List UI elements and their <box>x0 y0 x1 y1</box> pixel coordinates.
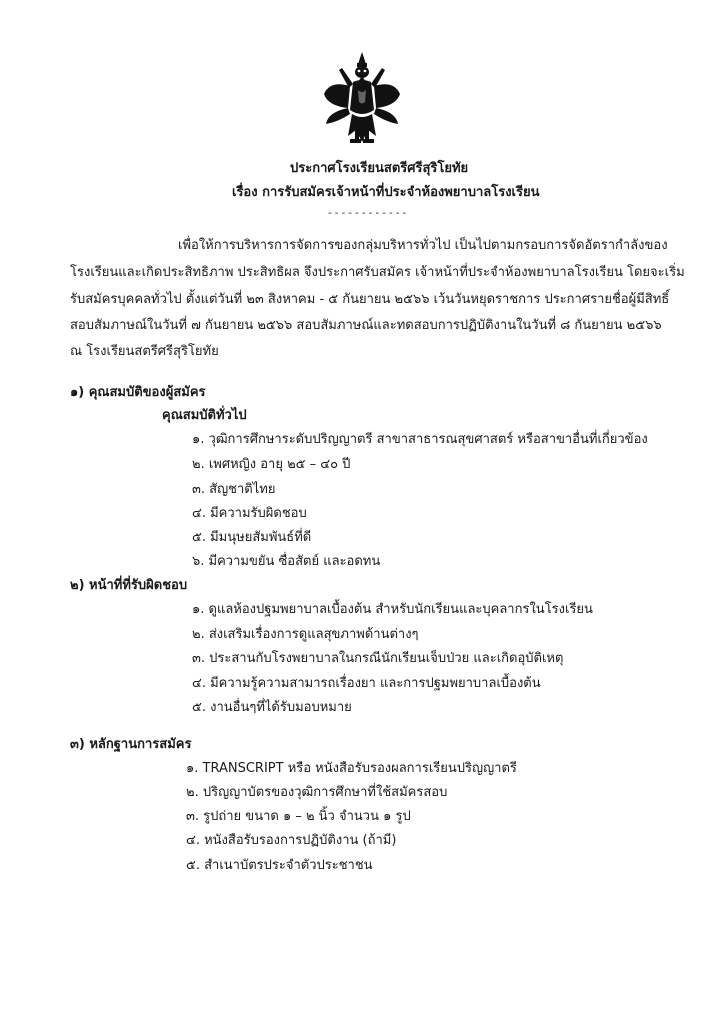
section-heading: ๓) หลักฐานการสมัคร <box>70 737 192 752</box>
intro-line: รับสมัครบุคคลทั่วไป ตั้งแต่วันที่ ๒๓ สิงหาคม - ๕ กันยายน ๒๕๖๖ เว้นวันหยุดราชการ ประกาศรายชื่อผู้มีสิทธิ์ <box>70 292 670 307</box>
intro-line: สอบสัมภาษณ์ในวันที่ ๗ กันยายน ๒๕๖๖ สอบสัมภาษณ์และทดสอบการปฏิบัติงานในวันที่ ๘ กันยายน ๒๕๖๖ <box>70 318 662 333</box>
list-item: ๔. มีความรู้ความสามารถเรื่องยา และการปฐมพยาบาลเบื้องต้น <box>192 676 541 691</box>
section-subheading: คุณสมบัติทั่วไป <box>162 408 247 423</box>
list-item: ๕. งานอื่นๆที่ได้รับมอบหมาย <box>192 700 352 715</box>
list-item: ๒. เพศหญิง อายุ ๒๕ – ๔๐ ปี <box>192 457 351 472</box>
list-item: ๔. หนังสือรับรองการปฏิบัติงาน (ถ้ามี) <box>186 833 397 848</box>
announcement-subject: เรื่อง การรับสมัครเจ้าหน้าที่ประจำห้องพยาบาลโรงเรียน <box>232 185 540 200</box>
intro-line: เพื่อให้การบริหารการจัดการของกลุ่มบริหารทั่วไป เป็นไปตามกรอบการจัดอัตรากำลังของ <box>178 238 668 253</box>
announcement-title: ประกาศโรงเรียนสตรีศรีสุริโยทัย <box>290 161 469 176</box>
list-item: ๓. รูปถ่าย ขนาด ๑ – ๒ นิ้ว จำนวน ๑ รูป <box>186 809 411 824</box>
list-item: ๖. มีความขยัน ซื่อสัตย์ และอดทน <box>192 554 381 569</box>
list-item: ๒. ส่งเสริมเรื่องการดูแลสุขภาพด้านต่างๆ <box>192 627 419 642</box>
list-item: ๑. ดูแลห้องปฐมพยาบาลเบื้องต้น สำหรับนักเรียนและบุคลากรในโรงเรียน <box>192 602 593 617</box>
header-divider: - - - - - - - - - - - - <box>328 208 407 219</box>
intro-line: ณ โรงเรียนสตรีศรีสุริโยทัย <box>70 344 219 359</box>
garuda-emblem-icon <box>322 50 402 150</box>
list-item: ๓. ประสานกับโรงพยาบาลในกรณีนักเรียนเจ็บป่วย และเกิดอุบัติเหตุ <box>192 651 564 666</box>
list-item: ๑. วุฒิการศึกษาระดับปริญญาตรี สาขาสาธารณสุขศาสตร์ หรือสาขาอื่นที่เกี่ยวข้อง <box>192 432 648 447</box>
list-item: ๔. มีความรับผิดชอบ <box>192 506 307 521</box>
list-item: ๕. มีมนุษยสัมพันธ์ที่ดี <box>192 530 312 545</box>
list-item: ๒. ปริญญาบัตรของวุฒิการศึกษาที่ใช้สมัครสอบ <box>186 785 448 800</box>
section-heading: ๒) หน้าที่ที่รับผิดชอบ <box>70 578 188 593</box>
list-item: ๑. TRANSCRIPT หรือ หนังสือรับรองผลการเรียนปริญญาตรี <box>186 761 517 776</box>
intro-line: โรงเรียนและเกิดประสิทธิภาพ ประสิทธิผล จึงประกาศรับสมัคร เจ้าหน้าที่ประจำห้องพยาบาลโรงเรียน โดยจะเริ่ม <box>70 265 685 280</box>
section-heading: ๑) คุณสมบัติของผู้สมัคร <box>70 385 206 400</box>
list-item: ๓. สัญชาติไทย <box>192 482 276 497</box>
list-item: ๕. สำเนาบัตรประจำตัวประชาชน <box>186 858 373 873</box>
